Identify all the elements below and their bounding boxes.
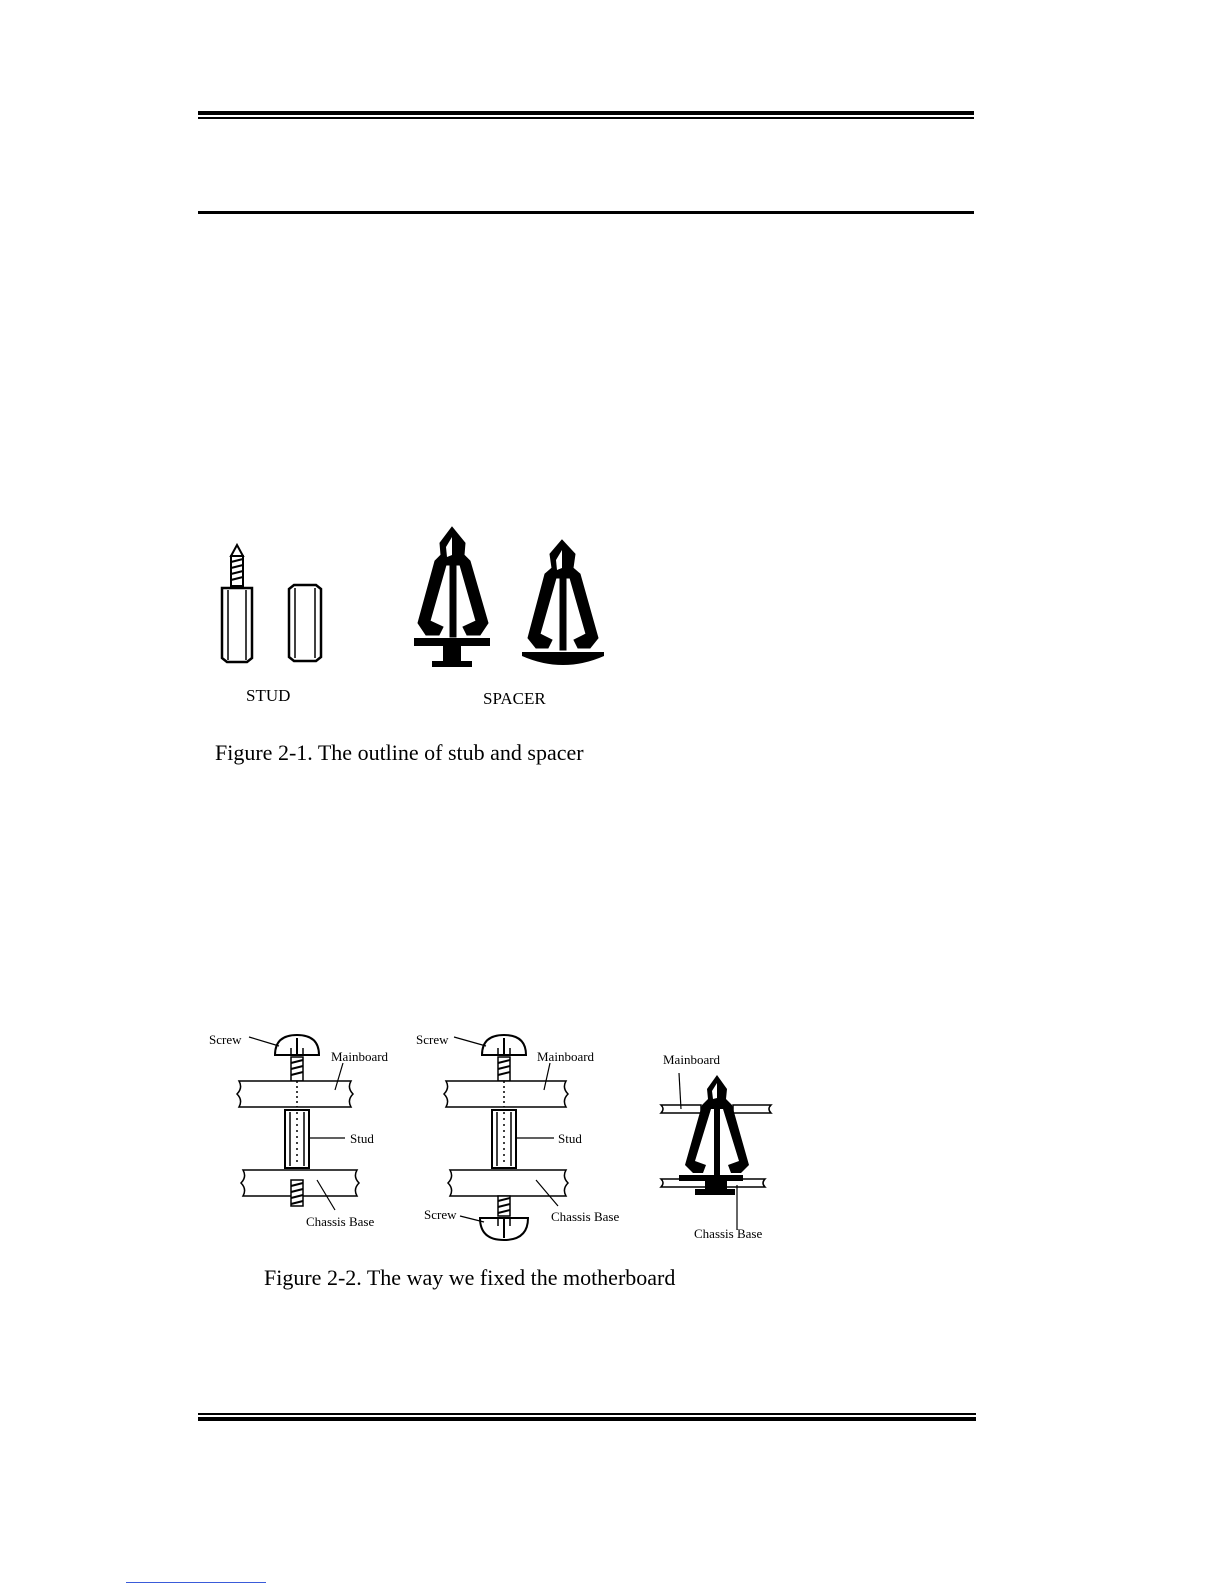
spacer-flat-base-illustration: [410, 525, 495, 670]
stud-plain-illustration: [283, 585, 328, 665]
middle-bottom-screw-label: Screw: [424, 1207, 457, 1222]
footer-rule-thin: [198, 1413, 976, 1415]
figure-2-2-caption: Figure 2-2. The way we fixed the motherboard: [264, 1265, 676, 1290]
right-chassis-base-label: Chassis Base: [694, 1226, 763, 1241]
middle-mainboard-label: Mainboard: [537, 1049, 595, 1064]
spacer-label: SPACER: [483, 689, 546, 708]
stud-with-thread-illustration: [215, 540, 260, 665]
right-spacer-assembly: [655, 1065, 780, 1245]
header-rule-thick: [198, 111, 974, 115]
middle-top-screw-label: Screw: [416, 1032, 449, 1047]
bottom-link-underline: [126, 1582, 266, 1583]
left-stud-label: Stud: [350, 1131, 374, 1146]
left-chassis-base-label: Chassis Base: [306, 1214, 375, 1229]
left-mainboard-label: Mainboard: [331, 1049, 389, 1064]
spacer-curved-base-illustration: [518, 538, 608, 670]
header-rule-thin: [198, 117, 974, 119]
right-mainboard-label: Mainboard: [663, 1052, 721, 1067]
footer-rule-thick: [198, 1417, 976, 1421]
header-rule-lower: [198, 211, 974, 214]
left-screw-label: Screw: [209, 1032, 242, 1047]
figure-2-1-caption: Figure 2-1. The outline of stub and spacer: [215, 740, 584, 765]
middle-stud-label: Stud: [558, 1131, 582, 1146]
middle-chassis-base-label: Chassis Base: [551, 1209, 620, 1224]
stud-label: STUD: [246, 686, 291, 705]
